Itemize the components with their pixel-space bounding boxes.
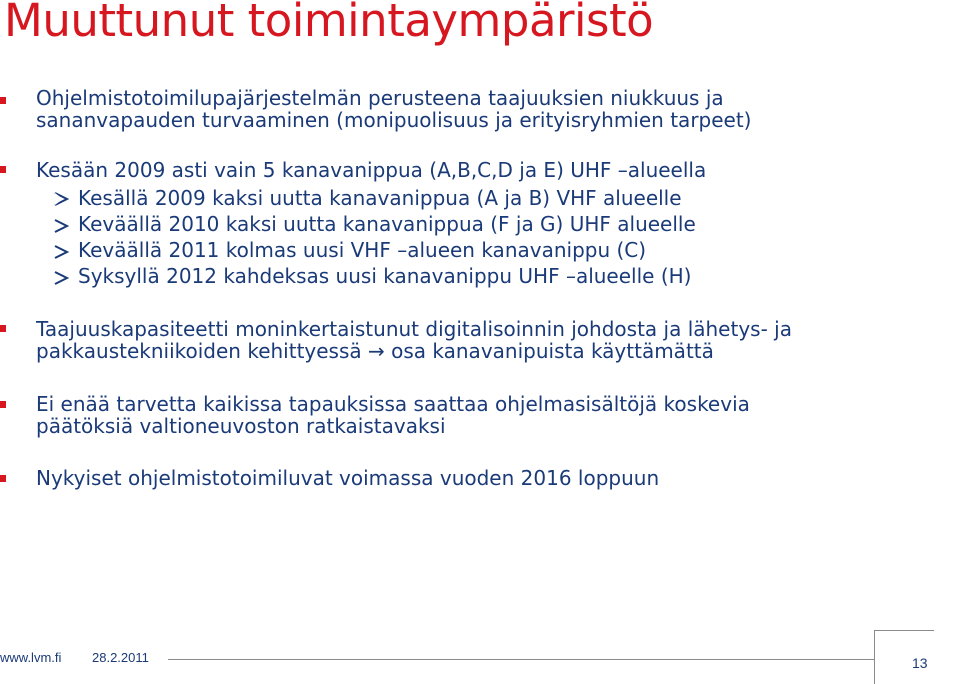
square-bullet-icon	[0, 475, 6, 482]
sub-bullet-line: Syksyllä 2012 kahdeksas uusi kanavanippu UHF –alueelle (H)	[78, 264, 692, 288]
bullet-line: Ei enää tarvetta kaikissa tapauksissa saattaa ohjelmasisältöjä koskevia	[36, 392, 750, 416]
arrowhead-bullet-icon	[52, 268, 72, 288]
footer-date: 28.2.2011	[92, 650, 149, 665]
sub-bullet-line: Keväällä 2010 kaksi uutta kanavanippua (F ja G) UHF alueelle	[78, 212, 696, 236]
footer-rule	[168, 659, 874, 660]
square-bullet-icon	[0, 325, 6, 332]
page-number: 13	[912, 655, 928, 671]
square-bullet-icon	[0, 401, 6, 408]
arrowhead-bullet-icon	[52, 189, 72, 209]
square-bullet-icon	[0, 97, 6, 104]
bullet-line: sananvapauden turvaaminen (monipuolisuus ja erityisryhmien tarpeet)	[36, 108, 752, 132]
sub-bullet-line: Keväällä 2011 kolmas uusi VHF –alueen kanavanippu (C)	[78, 238, 647, 262]
bullet-line: päätöksiä valtioneuvoston ratkaistavaksi	[36, 414, 446, 438]
arrowhead-bullet-icon	[52, 242, 72, 262]
footer-link[interactable]: www.lvm.fi	[0, 650, 62, 665]
square-bullet-icon	[0, 166, 6, 173]
sub-bullet-line: Kesällä 2009 kaksi uutta kanavanippua (A ja B) VHF alueelle	[78, 186, 682, 210]
bullet-line: Nykyiset ohjelmistotoimiluvat voimassa vuoden 2016 loppuun	[36, 466, 660, 490]
bullet-line: Kesään 2009 asti vain 5 kanavanippua (A,B,C,D ja E) UHF –alueella	[36, 158, 707, 182]
bullet-line: pakkaustekniikoiden kehittyessä → osa kanavanipuista käyttämättä	[36, 339, 714, 363]
slide-title: Muuttunut toimintaympäristö	[4, 0, 654, 47]
arrowhead-bullet-icon	[52, 216, 72, 236]
bullet-line: Ohjelmistotoimilupajärjestelmän perusteena taajuuksien niukkuus ja	[36, 86, 724, 110]
bullet-line: Taajuuskapasiteetti moninkertaistunut digitalisoinnin johdosta ja lähetys- ja	[36, 317, 792, 341]
